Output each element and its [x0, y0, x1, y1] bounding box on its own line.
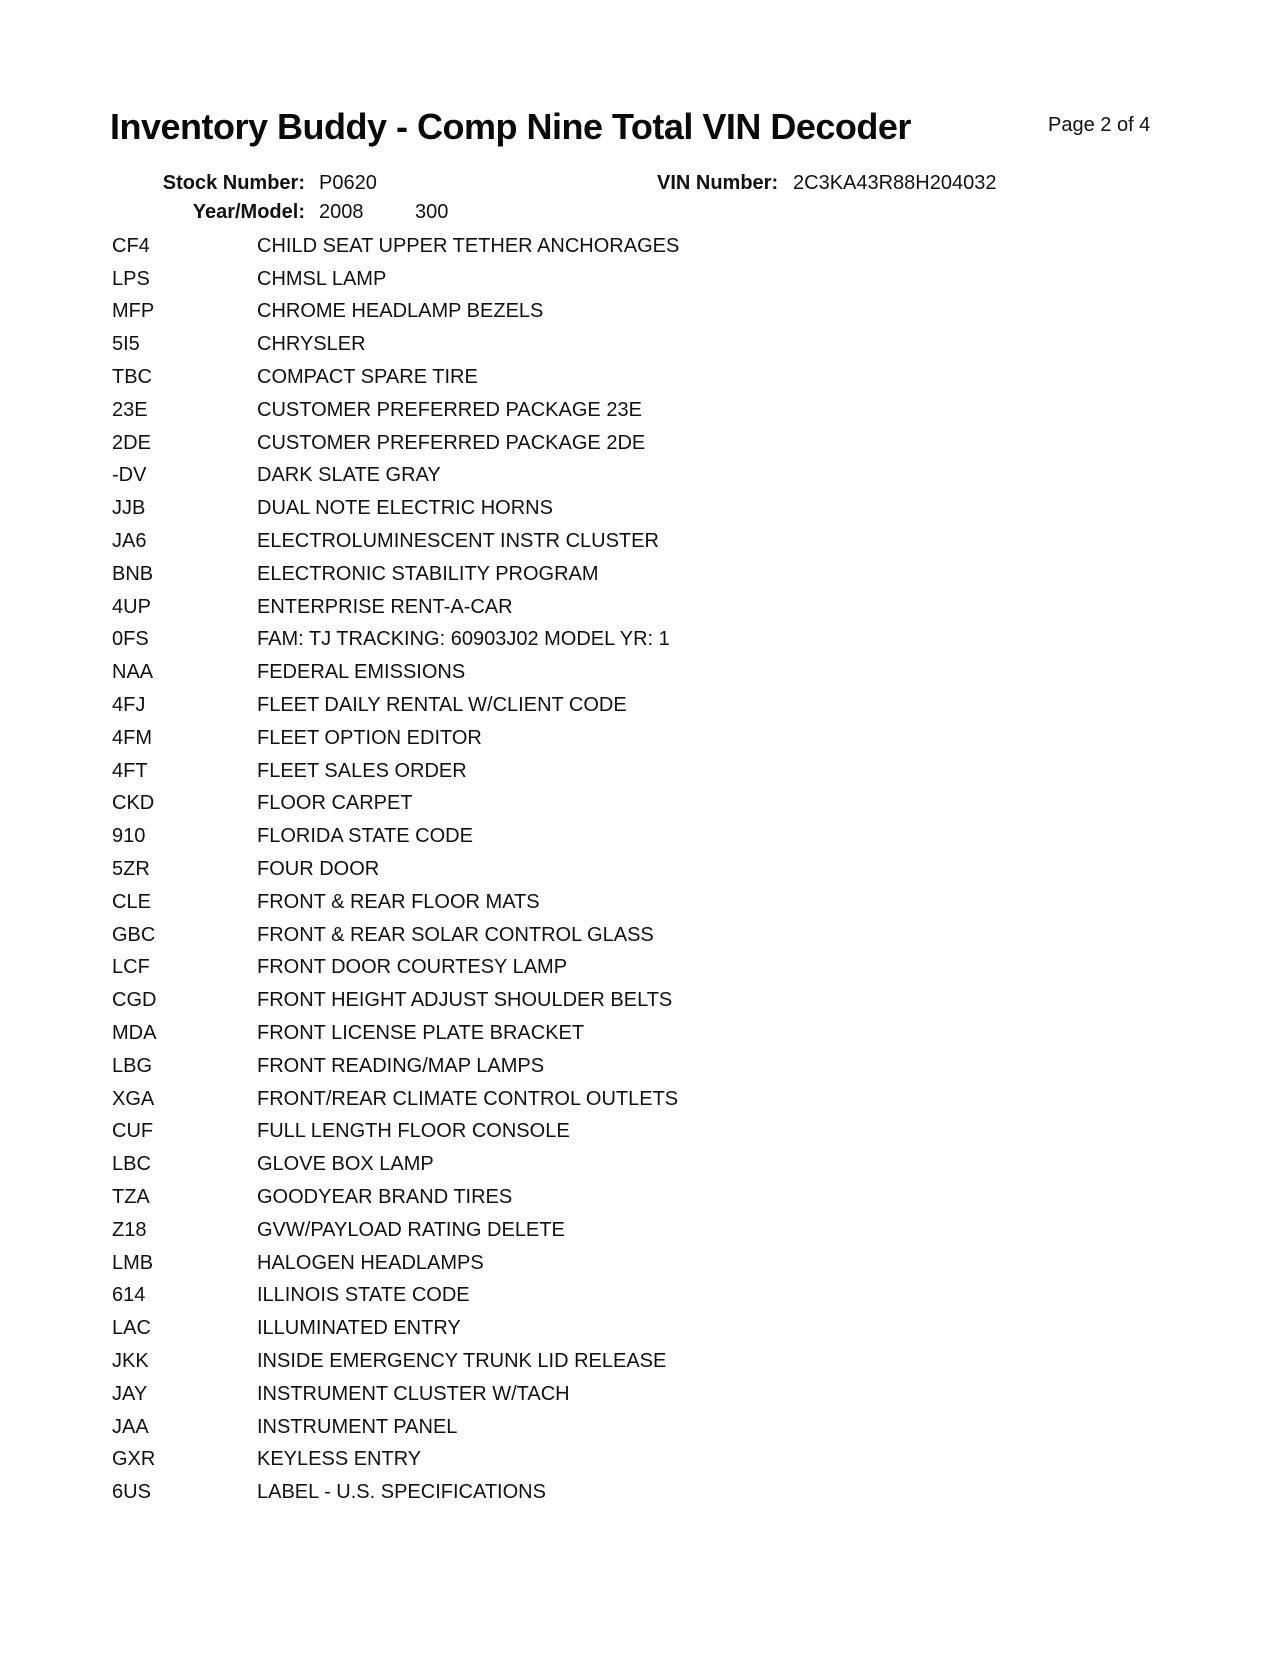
year-value: 2008 [319, 201, 364, 223]
option-description: DUAL NOTE ELECTRIC HORNS [257, 497, 553, 520]
option-description: FOUR DOOR [257, 858, 380, 881]
option-description: CHILD SEAT UPPER TETHER ANCHORAGES [257, 234, 680, 257]
option-code: MDA [112, 1022, 157, 1045]
option-description: FEDERAL EMISSIONS [257, 661, 466, 684]
option-code: GBC [112, 923, 156, 946]
option-description: ENTERPRISE RENT-A-CAR [257, 595, 513, 618]
table-row [112, 1181, 1212, 1214]
option-description: GOODYEAR BRAND TIRES [257, 1186, 513, 1208]
table-row [112, 1378, 1212, 1411]
option-code: GXR [112, 1448, 156, 1471]
option-description: FLEET SALES ORDER [257, 759, 467, 782]
option-description: ILLUMINATED ENTRY [257, 1317, 461, 1340]
table-row [112, 722, 1212, 755]
option-code: CUF [112, 1120, 154, 1143]
option-description: GLOVE BOX LAMP [257, 1153, 434, 1176]
table-row [112, 1411, 1212, 1444]
option-code: JAA [112, 1415, 149, 1438]
option-code: LAC [112, 1317, 151, 1340]
table-row [112, 591, 1212, 624]
table-row [112, 1148, 1212, 1181]
option-code: XGA [112, 1087, 155, 1110]
option-description: HALOGEN HEADLAMPS [257, 1251, 484, 1274]
table-row [112, 1312, 1212, 1345]
option-description: INSTRUMENT CLUSTER W/TACH [257, 1382, 570, 1405]
option-code: 23E [112, 398, 148, 421]
vin-number-value: 2C3KA43R88H204032 [793, 172, 997, 194]
page-title: Inventory Buddy - Comp Nine Total VIN Decoder [110, 106, 911, 147]
option-code: CLE [112, 890, 151, 913]
page-number-indicator: Page 2 of 4 [1048, 114, 1151, 136]
table-row [112, 460, 1212, 493]
option-description: GVW/PAYLOAD RATING DELETE [257, 1218, 565, 1241]
option-code: NAA [112, 661, 154, 684]
table-row [112, 1280, 1212, 1313]
option-description: FLOOR CARPET [257, 792, 413, 815]
option-code: JJB [112, 497, 146, 520]
option-code: 4FT [112, 759, 148, 782]
option-description: INSIDE EMERGENCY TRUNK LID RELEASE [257, 1349, 667, 1372]
table-row [112, 788, 1212, 821]
option-code: Z18 [112, 1218, 147, 1241]
option-description: FRONT/REAR CLIMATE CONTROL OUTLETS [257, 1087, 679, 1110]
stock-number-label: Stock Number: [162, 172, 305, 194]
option-description: ELECTRONIC STABILITY PROGRAM [257, 562, 599, 585]
table-row [112, 230, 1212, 263]
option-code: LCF [112, 956, 150, 979]
option-description: FLEET DAILY RENTAL W/CLIENT CODE [257, 694, 627, 717]
option-code: 614 [112, 1284, 146, 1307]
option-code: 4FM [112, 726, 152, 749]
option-description: CHROME HEADLAMP BEZELS [257, 300, 544, 323]
year-model-label: Year/Model: [192, 201, 305, 223]
vin-number-label: VIN Number: [657, 172, 779, 194]
option-code: LBG [112, 1054, 153, 1077]
option-code: TZA [112, 1186, 150, 1208]
table-row [112, 1050, 1212, 1083]
option-description: FRONT DOOR COURTESY LAMP [257, 956, 568, 979]
table-row [112, 919, 1212, 952]
option-code: -DV [112, 464, 147, 487]
option-code: 4UP [112, 595, 151, 618]
option-code: LBC [112, 1153, 151, 1176]
option-code: CGD [112, 989, 157, 1012]
table-row [112, 624, 1212, 657]
table-row [112, 1083, 1212, 1116]
option-description: ILLINOIS STATE CODE [257, 1284, 470, 1307]
option-code: 910 [112, 825, 146, 848]
option-code: LPS [112, 267, 150, 290]
option-code: LMB [112, 1251, 154, 1274]
table-row [112, 1017, 1212, 1050]
option-description: FAM: TJ TRACKING: 60903J02 MODEL YR: 1 [257, 628, 670, 651]
option-code: JA6 [112, 530, 147, 553]
option-code: BNB [112, 562, 154, 585]
table-row [112, 1345, 1212, 1378]
table-row [112, 328, 1212, 361]
option-code: CF4 [112, 234, 150, 257]
table-row [112, 525, 1212, 558]
option-description: COMPACT SPARE TIRE [257, 366, 478, 389]
option-code: JAY [112, 1382, 148, 1405]
option-description: DARK SLATE GRAY [257, 464, 441, 487]
option-code: 4FJ [112, 694, 146, 717]
option-code: 5ZR [112, 858, 150, 881]
table-row [112, 689, 1212, 722]
table-row [112, 984, 1212, 1017]
table-row [112, 296, 1212, 329]
table-row [112, 1476, 1212, 1509]
table-row [112, 1116, 1212, 1149]
table-row [112, 886, 1212, 919]
option-description: CHRYSLER [257, 333, 366, 356]
option-description: KEYLESS ENTRY [257, 1448, 422, 1471]
option-description: CUSTOMER PREFERRED PACKAGE 2DE [257, 431, 646, 454]
option-description: FULL LENGTH FLOOR CONSOLE [257, 1120, 570, 1143]
table-row [112, 1443, 1212, 1476]
table-row [112, 394, 1212, 427]
option-description: CHMSL LAMP [257, 267, 387, 290]
table-row [112, 820, 1212, 853]
table-row [112, 1214, 1212, 1247]
option-description: LABEL - U.S. SPECIFICATIONS [257, 1481, 546, 1504]
table-row [112, 361, 1212, 394]
option-description: FRONT & REAR FLOOR MATS [257, 890, 540, 913]
table-row [112, 656, 1212, 689]
option-description: FLORIDA STATE CODE [257, 825, 473, 848]
table-row [112, 952, 1212, 985]
table-row [112, 1247, 1212, 1280]
option-code: MFP [112, 300, 155, 323]
table-row [112, 558, 1212, 591]
option-description: CUSTOMER PREFERRED PACKAGE 23E [257, 398, 642, 421]
options-list [112, 230, 1212, 1509]
option-description: FRONT & REAR SOLAR CONTROL GLASS [257, 923, 654, 946]
option-code: 2DE [112, 431, 151, 454]
table-row [112, 263, 1212, 296]
option-description: FLEET OPTION EDITOR [257, 726, 482, 749]
option-description: FRONT LICENSE PLATE BRACKET [257, 1022, 585, 1045]
table-row [112, 853, 1212, 886]
table-row [112, 755, 1212, 788]
model-value: 300 [415, 201, 449, 223]
option-code: JKK [112, 1349, 149, 1372]
option-code: 0FS [112, 628, 149, 651]
option-code: 5I5 [112, 333, 140, 356]
option-description: FRONT READING/MAP LAMPS [257, 1054, 545, 1077]
table-row [112, 492, 1212, 525]
option-code: CKD [112, 792, 155, 815]
option-code: 6US [112, 1481, 151, 1504]
table-row [112, 427, 1212, 460]
option-code: TBC [112, 366, 152, 389]
option-description: INSTRUMENT PANEL [257, 1415, 458, 1438]
option-description: ELECTROLUMINESCENT INSTR CLUSTER [257, 530, 659, 553]
option-description: FRONT HEIGHT ADJUST SHOULDER BELTS [257, 989, 673, 1012]
stock-number-value: P0620 [319, 172, 377, 194]
